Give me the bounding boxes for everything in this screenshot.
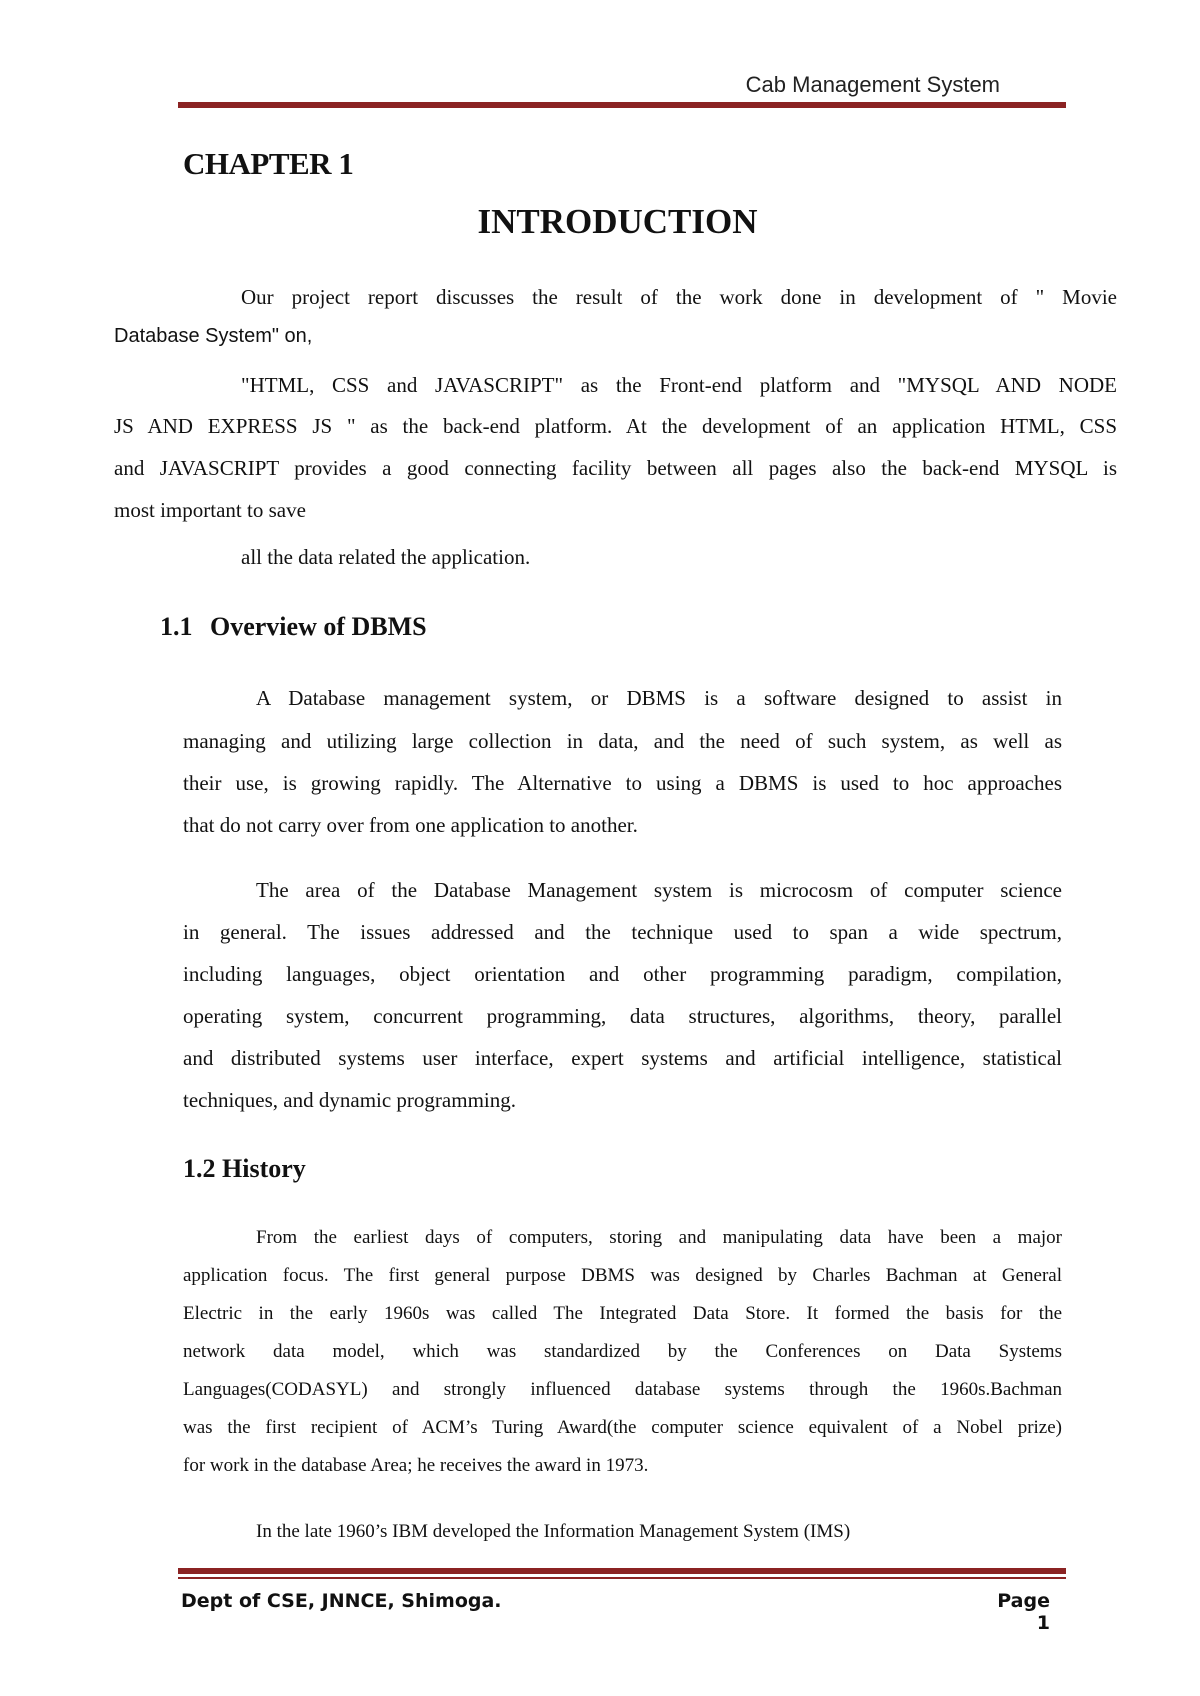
section-1-2-title: 1.2 History: [183, 1154, 306, 1183]
footer-rule-thin: [178, 1577, 1066, 1579]
footer-page-number: Page 1: [997, 1590, 1050, 1634]
intro-line-7: all the data related the application.: [241, 545, 531, 569]
intro-line-6: most important to save: [114, 498, 306, 522]
intro-line-2: Database System" on,: [114, 325, 313, 347]
overview-p1-line-1: A Database management system, or DBMS is a software designed to assist in: [256, 686, 1062, 710]
history-p1-line-4: network data model, which was standardized by the Conferences on Data Systems: [183, 1341, 1062, 1362]
intro-line-1: Our project report discusses the result of the work done in development of " Movie: [241, 285, 1117, 309]
history-p2-line-1: In the late 1960’s IBM developed the Information Management System (IMS): [256, 1521, 851, 1542]
overview-p2-line-5: and distributed systems user interface, expert systems and artificial intelligence, statistical: [183, 1046, 1062, 1070]
chapter-title: INTRODUCTION: [477, 202, 758, 241]
history-p1-line-3: Electric in the early 1960s was called The Integrated Data Store. It formed the basis for the: [183, 1303, 1062, 1324]
overview-p1-line-4: that do not carry over from one application to another.: [183, 813, 638, 837]
history-p1-line-2: application focus. The first general purpose DBMS was designed by Charles Bachman at General: [183, 1265, 1062, 1286]
section-1-1-title: Overview of DBMS: [210, 612, 427, 641]
header-rule: [178, 102, 1066, 108]
overview-p2-line-2: in general. The issues addressed and the technique used to span a wide spectrum,: [183, 920, 1062, 944]
history-p1-line-7: for work in the database Area; he receives the award in 1973.: [183, 1455, 649, 1476]
overview-p1-line-2: managing and utilizing large collection in data, and the need of such system, as well as: [183, 729, 1062, 753]
intro-line-4: JS AND EXPRESS JS " as the back-end platform. At the development of an application HTML, CSS: [114, 414, 1117, 438]
overview-p2-line-6: techniques, and dynamic programming.: [183, 1088, 516, 1112]
section-1-1-number: 1.1: [160, 612, 193, 641]
overview-p2-line-1: The area of the Database Management system is microcosm of computer science: [256, 878, 1062, 902]
history-p1-line-6: was the first recipient of ACM’s Turing Award(the computer science equivalent of a Nobel prize): [183, 1417, 1062, 1438]
overview-p2-line-3: including languages, object orientation and other programming paradigm, compilation,: [183, 962, 1062, 986]
intro-line-5: and JAVASCRIPT provides a good connecting facility between all pages also the back-end MYSQL is: [114, 456, 1117, 480]
intro-line-3: "HTML, CSS and JAVASCRIPT" as the Front-end platform and "MYSQL AND NODE: [241, 373, 1117, 397]
overview-p2-line-4: operating system, concurrent programming, data structures, algorithms, theory, parallel: [183, 1004, 1062, 1028]
chapter-label: CHAPTER 1: [183, 146, 354, 181]
history-p1-line-5: Languages(CODASYL) and strongly influenced database systems through the 1960s.Bachman: [183, 1379, 1062, 1400]
footer-department: Dept of CSE, JNNCE, Shimoga.: [181, 1590, 502, 1612]
running-header: Cab Management System: [745, 72, 1000, 97]
overview-p1-line-3: their use, is growing rapidly. The Alternative to using a DBMS is used to hoc approaches: [183, 771, 1062, 795]
footer-rule-thick: [178, 1568, 1066, 1574]
history-p1-line-1: From the earliest days of computers, storing and manipulating data have been a major: [256, 1227, 1062, 1248]
